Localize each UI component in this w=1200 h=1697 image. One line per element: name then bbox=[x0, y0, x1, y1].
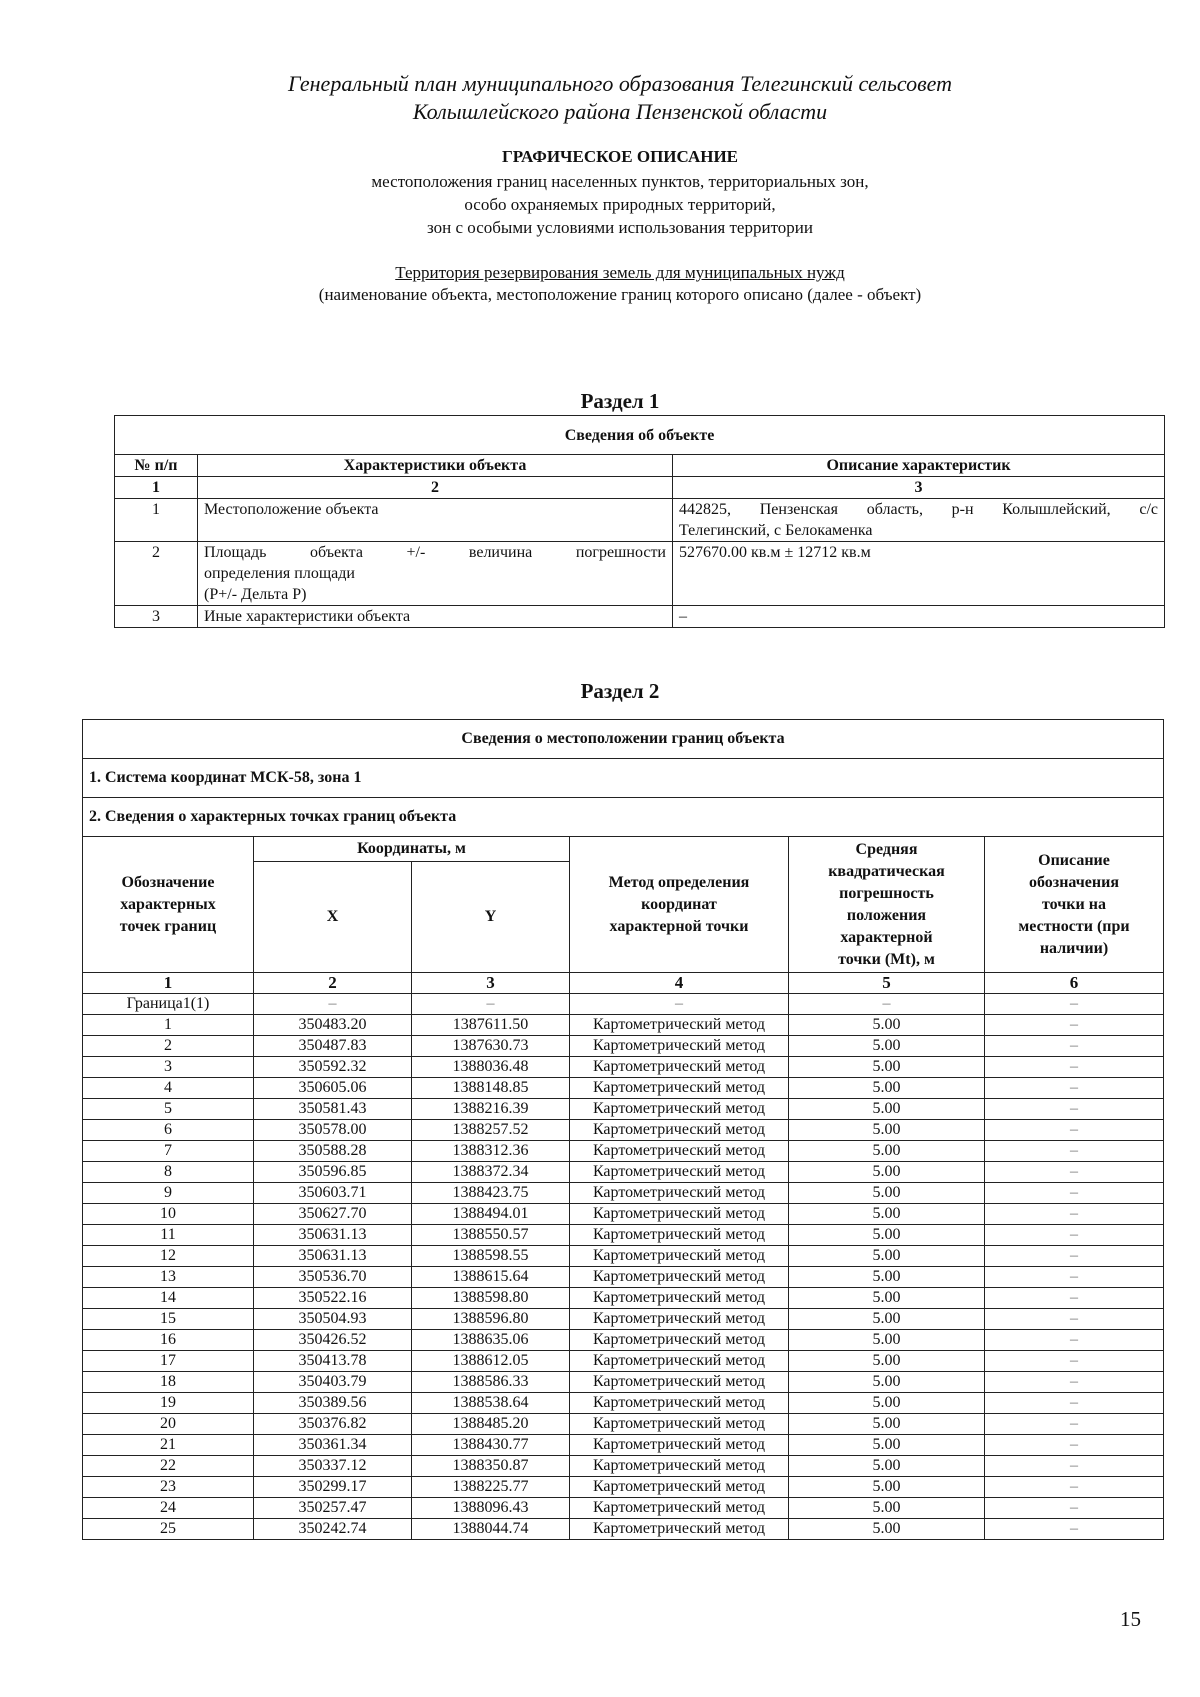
method: Картометрический метод bbox=[570, 1015, 789, 1036]
point-description: – bbox=[985, 1015, 1164, 1036]
point-description: – bbox=[985, 1435, 1164, 1456]
point-description: – bbox=[985, 1456, 1164, 1477]
coord-y: 1388596.80 bbox=[412, 1309, 570, 1330]
table-row bbox=[83, 1498, 1164, 1519]
point-description: – bbox=[985, 1393, 1164, 1414]
method: Картометрический метод bbox=[570, 1246, 789, 1267]
mean-error: 5.00 bbox=[789, 1309, 985, 1330]
name-line: определения площади bbox=[204, 565, 355, 582]
table-row bbox=[83, 1183, 1164, 1204]
table-row bbox=[83, 1435, 1164, 1456]
coord-y: 1388257.52 bbox=[412, 1120, 570, 1141]
header-line: Обозначение bbox=[121, 873, 215, 891]
characteristic-name bbox=[198, 542, 673, 606]
method: Картометрический метод bbox=[570, 1099, 789, 1120]
title-line-1: Генеральный план муниципального образования Телегинский сельсовет bbox=[288, 71, 952, 96]
coord-x: – bbox=[254, 994, 412, 1015]
coord-y: 1388044.74 bbox=[412, 1519, 570, 1540]
mean-error: 5.00 bbox=[789, 1204, 985, 1225]
characteristic-value: 527670.00 кв.м ± 12712 кв.м bbox=[673, 542, 1165, 606]
mean-error: 5.00 bbox=[789, 1183, 985, 1204]
mean-error: 5.00 bbox=[789, 1498, 985, 1519]
table-row bbox=[83, 1246, 1164, 1267]
point-description: – bbox=[985, 1183, 1164, 1204]
coord-y: – bbox=[412, 994, 570, 1015]
col-header-description: Описание характеристик bbox=[673, 455, 1165, 477]
header-line: Метод определения bbox=[608, 873, 750, 891]
point-description: – bbox=[985, 1162, 1164, 1183]
coord-x: 350588.28 bbox=[254, 1141, 412, 1162]
point-designation: 7 bbox=[83, 1141, 254, 1162]
coord-x: 350631.13 bbox=[254, 1246, 412, 1267]
coord-y: 1388350.87 bbox=[412, 1456, 570, 1477]
table-row bbox=[83, 1225, 1164, 1246]
header-line: характерной bbox=[840, 928, 933, 946]
header-line: Средняя bbox=[855, 840, 918, 858]
table-row bbox=[83, 1414, 1164, 1435]
table-row bbox=[83, 1015, 1164, 1036]
table-row bbox=[83, 1036, 1164, 1057]
name-line: (Р+/- Дельта Р) bbox=[204, 586, 307, 603]
mean-error: 5.00 bbox=[789, 1477, 985, 1498]
coord-y: 1388586.33 bbox=[412, 1372, 570, 1393]
point-designation: 19 bbox=[83, 1393, 254, 1414]
mean-error: 5.00 bbox=[789, 1015, 985, 1036]
table-row bbox=[83, 1057, 1164, 1078]
table-row bbox=[83, 1099, 1164, 1120]
subtitle-line-2: особо охраняемых природных территорий, bbox=[464, 195, 776, 214]
mean-error: 5.00 bbox=[789, 1225, 985, 1246]
col-number: 2 bbox=[198, 477, 673, 499]
mean-error: 5.00 bbox=[789, 1057, 985, 1078]
point-description: – bbox=[985, 1330, 1164, 1351]
point-description: – bbox=[985, 1078, 1164, 1099]
table-row bbox=[115, 542, 1165, 606]
col-number: 4 bbox=[570, 973, 789, 994]
method: Картометрический метод bbox=[570, 1498, 789, 1519]
coord-y: 1388216.39 bbox=[412, 1099, 570, 1120]
coord-x: 350592.32 bbox=[254, 1057, 412, 1078]
table-row bbox=[83, 1477, 1164, 1498]
point-designation: 18 bbox=[83, 1372, 254, 1393]
row-number: 2 bbox=[115, 542, 198, 606]
point-description: – bbox=[985, 994, 1164, 1015]
coord-y: 1387630.73 bbox=[412, 1036, 570, 1057]
coord-y: 1387611.50 bbox=[412, 1015, 570, 1036]
coord-y: 1388612.05 bbox=[412, 1351, 570, 1372]
point-designation: 8 bbox=[83, 1162, 254, 1183]
mean-error: 5.00 bbox=[789, 1078, 985, 1099]
coord-x: 350242.74 bbox=[254, 1519, 412, 1540]
mean-error: 5.00 bbox=[789, 1288, 985, 1309]
header-line: точек границ bbox=[119, 917, 217, 935]
method: – bbox=[570, 994, 789, 1015]
mean-error: 5.00 bbox=[789, 1393, 985, 1414]
table-row bbox=[83, 1330, 1164, 1351]
mean-error: 5.00 bbox=[789, 1519, 985, 1540]
coord-y: 1388550.57 bbox=[412, 1225, 570, 1246]
header-line: квадратическая bbox=[828, 862, 945, 880]
coord-x: 350337.12 bbox=[254, 1456, 412, 1477]
point-designation: 11 bbox=[83, 1225, 254, 1246]
point-description: – bbox=[985, 1288, 1164, 1309]
method: Картометрический метод bbox=[570, 1435, 789, 1456]
point-designation: 13 bbox=[83, 1267, 254, 1288]
coord-x: 350257.47 bbox=[254, 1498, 412, 1519]
coordinate-system: 1. Система координат МСК-58, зона 1 bbox=[83, 759, 1164, 798]
coord-x: 350403.79 bbox=[254, 1372, 412, 1393]
coord-x: 350627.70 bbox=[254, 1204, 412, 1225]
method: Картометрический метод bbox=[570, 1372, 789, 1393]
method: Картометрический метод bbox=[570, 1162, 789, 1183]
method: Картометрический метод bbox=[570, 1204, 789, 1225]
mean-error: 5.00 bbox=[789, 1414, 985, 1435]
point-description: – bbox=[985, 1519, 1164, 1540]
coord-y: 1388430.77 bbox=[412, 1435, 570, 1456]
col-header-y: Y bbox=[412, 862, 570, 973]
table-row bbox=[83, 1288, 1164, 1309]
coord-y: 1388635.06 bbox=[412, 1330, 570, 1351]
point-designation: 14 bbox=[83, 1288, 254, 1309]
row-number: 1 bbox=[115, 499, 198, 542]
point-designation: 16 bbox=[83, 1330, 254, 1351]
point-designation: 22 bbox=[83, 1456, 254, 1477]
coord-x: 350504.93 bbox=[254, 1309, 412, 1330]
coord-x: 350536.70 bbox=[254, 1267, 412, 1288]
col-header-coordinates: Координаты, м bbox=[254, 837, 570, 862]
method: Картометрический метод bbox=[570, 1057, 789, 1078]
point-designation: 21 bbox=[83, 1435, 254, 1456]
table-row bbox=[83, 1309, 1164, 1330]
mean-error: 5.00 bbox=[789, 1120, 985, 1141]
coord-x: 350487.83 bbox=[254, 1036, 412, 1057]
point-designation: 12 bbox=[83, 1246, 254, 1267]
point-description: – bbox=[985, 1120, 1164, 1141]
method: Картометрический метод bbox=[570, 1183, 789, 1204]
method: Картометрический метод bbox=[570, 1414, 789, 1435]
coord-y: 1388036.48 bbox=[412, 1057, 570, 1078]
coord-y: 1388485.20 bbox=[412, 1414, 570, 1435]
mean-error: 5.00 bbox=[789, 1141, 985, 1162]
point-description: – bbox=[985, 1477, 1164, 1498]
header-line: обозначения bbox=[1028, 873, 1119, 891]
boundary-row bbox=[83, 994, 1164, 1015]
table-row bbox=[83, 1141, 1164, 1162]
coord-x: 350522.16 bbox=[254, 1288, 412, 1309]
point-designation: 24 bbox=[83, 1498, 254, 1519]
point-description: – bbox=[985, 1246, 1164, 1267]
method: Картометрический метод bbox=[570, 1477, 789, 1498]
point-description: – bbox=[985, 1351, 1164, 1372]
characteristic-value bbox=[673, 499, 1165, 542]
coord-x: 350426.52 bbox=[254, 1330, 412, 1351]
table-row bbox=[83, 1351, 1164, 1372]
name-line: Площадь объекта +/- величина погрешности bbox=[204, 544, 666, 561]
coord-x: 350389.56 bbox=[254, 1393, 412, 1414]
point-description: – bbox=[985, 1372, 1164, 1393]
method: Картометрический метод bbox=[570, 1519, 789, 1540]
point-designation: 9 bbox=[83, 1183, 254, 1204]
coord-x: 350483.20 bbox=[254, 1015, 412, 1036]
mean-error: 5.00 bbox=[789, 1330, 985, 1351]
point-description: – bbox=[985, 1036, 1164, 1057]
boundary-points-body bbox=[83, 994, 1164, 1540]
col-header-error bbox=[789, 837, 985, 973]
point-description: – bbox=[985, 1225, 1164, 1246]
col-header-characteristics: Характеристики объекта bbox=[198, 455, 673, 477]
subtitle-line-3: зон с особыми условиями использования территории bbox=[427, 218, 813, 237]
header-line: точки (Mt), м bbox=[838, 950, 935, 968]
table-row bbox=[83, 1456, 1164, 1477]
col-header-number: № п/п bbox=[115, 455, 198, 477]
col-number: 6 bbox=[985, 973, 1164, 994]
header-line: точки на bbox=[1042, 895, 1106, 913]
point-description: – bbox=[985, 1309, 1164, 1330]
coord-x: 350299.17 bbox=[254, 1477, 412, 1498]
method: Картометрический метод bbox=[570, 1456, 789, 1477]
coord-x: 350413.78 bbox=[254, 1351, 412, 1372]
coord-y: 1388423.75 bbox=[412, 1183, 570, 1204]
col-number: 3 bbox=[412, 973, 570, 994]
method: Картометрический метод bbox=[570, 1141, 789, 1162]
header-line: Описание bbox=[1038, 851, 1110, 869]
coord-x: 350603.71 bbox=[254, 1183, 412, 1204]
header-line: местности (при bbox=[1018, 917, 1130, 935]
coord-y: 1388148.85 bbox=[412, 1078, 570, 1099]
point-description: – bbox=[985, 1414, 1164, 1435]
object-info-table-title: Сведения об объекте bbox=[115, 416, 1165, 455]
method: Картометрический метод bbox=[570, 1225, 789, 1246]
header-line: характерных bbox=[120, 895, 216, 913]
boundary-points-table bbox=[82, 719, 1164, 1540]
graphic-description-heading: ГРАФИЧЕСКОЕ ОПИСАНИЕ bbox=[501, 147, 739, 166]
point-designation: 4 bbox=[83, 1078, 254, 1099]
col-number: 3 bbox=[673, 477, 1165, 499]
table-row bbox=[83, 1267, 1164, 1288]
coord-y: 1388225.77 bbox=[412, 1477, 570, 1498]
col-number: 1 bbox=[115, 477, 198, 499]
coord-x: 350376.82 bbox=[254, 1414, 412, 1435]
coord-y: 1388096.43 bbox=[412, 1498, 570, 1519]
header-line: характерной точки bbox=[609, 917, 749, 935]
method: Картометрический метод bbox=[570, 1288, 789, 1309]
object-name: Территория резервирования земель для муниципальных нужд bbox=[395, 263, 845, 282]
point-description: – bbox=[985, 1204, 1164, 1225]
point-description: – bbox=[985, 1057, 1164, 1078]
coord-x: 350578.00 bbox=[254, 1120, 412, 1141]
points-section-title: 2. Сведения о характерных точках границ объекта bbox=[83, 798, 1164, 837]
col-header-method bbox=[570, 837, 789, 973]
mean-error: 5.00 bbox=[789, 1435, 985, 1456]
table-row bbox=[83, 1162, 1164, 1183]
coord-y: 1388598.55 bbox=[412, 1246, 570, 1267]
table-row bbox=[83, 1519, 1164, 1540]
object-name-block bbox=[0, 262, 1200, 306]
point-designation: Граница1(1) bbox=[83, 994, 254, 1015]
coord-y: 1388372.34 bbox=[412, 1162, 570, 1183]
document-title bbox=[0, 70, 1200, 126]
col-number: 5 bbox=[789, 973, 985, 994]
coord-y: 1388538.64 bbox=[412, 1393, 570, 1414]
col-header-point-description bbox=[985, 837, 1164, 973]
characteristic-value: – bbox=[673, 606, 1165, 628]
section-2-title: Раздел 2 bbox=[580, 679, 660, 703]
coord-x: 350631.13 bbox=[254, 1225, 412, 1246]
header-line: координат bbox=[641, 895, 717, 913]
header-line: погрешность bbox=[839, 884, 934, 902]
coord-y: 1388615.64 bbox=[412, 1267, 570, 1288]
point-designation: 6 bbox=[83, 1120, 254, 1141]
mean-error: 5.00 bbox=[789, 1036, 985, 1057]
subtitle-line-1: местоположения границ населенных пунктов, территориальных зон, bbox=[371, 172, 869, 191]
table-row bbox=[83, 1078, 1164, 1099]
coord-x: 350361.34 bbox=[254, 1435, 412, 1456]
point-designation: 2 bbox=[83, 1036, 254, 1057]
table-row bbox=[83, 1120, 1164, 1141]
mean-error: 5.00 bbox=[789, 1456, 985, 1477]
point-designation: 5 bbox=[83, 1099, 254, 1120]
coord-y: 1388598.80 bbox=[412, 1288, 570, 1309]
point-designation: 17 bbox=[83, 1351, 254, 1372]
col-header-x: X bbox=[254, 862, 412, 973]
graphic-description-subtitle bbox=[0, 170, 1200, 239]
mean-error: 5.00 bbox=[789, 1162, 985, 1183]
coord-x: 350596.85 bbox=[254, 1162, 412, 1183]
method: Картометрический метод bbox=[570, 1393, 789, 1414]
row-number: 3 bbox=[115, 606, 198, 628]
point-description: – bbox=[985, 1141, 1164, 1162]
coord-x: 350605.06 bbox=[254, 1078, 412, 1099]
characteristic-name: Местоположение объекта bbox=[198, 499, 673, 542]
mean-error: 5.00 bbox=[789, 1246, 985, 1267]
table-row bbox=[83, 1372, 1164, 1393]
point-designation: 1 bbox=[83, 1015, 254, 1036]
value-line: 442825, Пензенская область, р-н Колышлейский, с/с bbox=[679, 501, 1159, 518]
col-number: 2 bbox=[254, 973, 412, 994]
point-description: – bbox=[985, 1267, 1164, 1288]
point-designation: 3 bbox=[83, 1057, 254, 1078]
point-description: – bbox=[985, 1099, 1164, 1120]
point-description: – bbox=[985, 1498, 1164, 1519]
boundary-table-title: Сведения о местоположении границ объекта bbox=[83, 720, 1164, 759]
value-line: Телегинский, с Белокаменка bbox=[679, 522, 873, 539]
method: Картометрический метод bbox=[570, 1078, 789, 1099]
table-row bbox=[115, 499, 1165, 542]
point-designation: 20 bbox=[83, 1414, 254, 1435]
col-number: 1 bbox=[83, 973, 254, 994]
mean-error: – bbox=[789, 994, 985, 1015]
point-designation: 25 bbox=[83, 1519, 254, 1540]
coord-y: 1388312.36 bbox=[412, 1141, 570, 1162]
mean-error: 5.00 bbox=[789, 1351, 985, 1372]
table-row bbox=[115, 606, 1165, 628]
method: Картометрический метод bbox=[570, 1267, 789, 1288]
mean-error: 5.00 bbox=[789, 1372, 985, 1393]
method: Картометрический метод bbox=[570, 1120, 789, 1141]
characteristic-name: Иные характеристики объекта bbox=[198, 606, 673, 628]
header-line: наличии) bbox=[1039, 939, 1109, 957]
point-designation: 23 bbox=[83, 1477, 254, 1498]
col-header-designation bbox=[83, 837, 254, 973]
mean-error: 5.00 bbox=[789, 1099, 985, 1120]
method: Картометрический метод bbox=[570, 1351, 789, 1372]
point-designation: 15 bbox=[83, 1309, 254, 1330]
object-info-table bbox=[114, 415, 1165, 628]
point-designation: 10 bbox=[83, 1204, 254, 1225]
section-1-title: Раздел 1 bbox=[580, 389, 660, 413]
mean-error: 5.00 bbox=[789, 1267, 985, 1288]
method: Картометрический метод bbox=[570, 1309, 789, 1330]
coord-y: 1388494.01 bbox=[412, 1204, 570, 1225]
page-number: 15 bbox=[1120, 1607, 1141, 1631]
title-line-2: Колышлейского района Пензенской области bbox=[412, 99, 828, 124]
object-name-caption: (наименование объекта, местоположение границ которого описано (далее - объект) bbox=[318, 285, 922, 304]
method: Картометрический метод bbox=[570, 1330, 789, 1351]
header-line: положения bbox=[846, 906, 927, 924]
table-row bbox=[83, 1204, 1164, 1225]
method: Картометрический метод bbox=[570, 1036, 789, 1057]
coord-x: 350581.43 bbox=[254, 1099, 412, 1120]
table-row bbox=[83, 1393, 1164, 1414]
